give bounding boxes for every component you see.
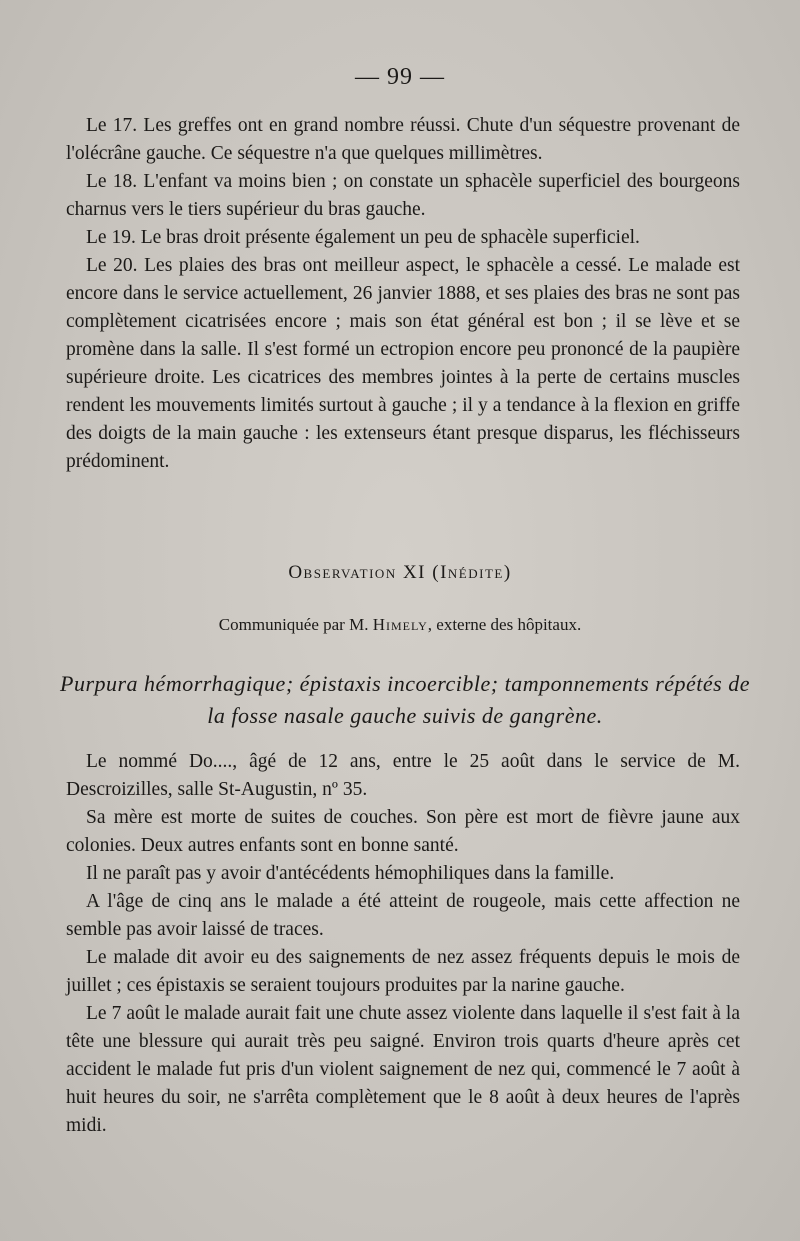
communication-prefix: Communiquée par M. [218,615,369,634]
paragraph-family: Sa mère est morte de suites de couches. Son père est mort de fièvre jaune aux colonies. Deux autres enfants sont en bonne santé. [66,807,740,856]
paragraph-fall: Le 7 août le malade aurait fait une chute assez violente dans laquelle il s'est fait à la tête une blessure qui aurait très peu saigné. Environ trois quarts d'heure après cet accident le malade fut pris d'un violent saignement de nez qui, commencé le 7 août à huit heures du soir, ne s'arrêta complètement que le 8 août à deux heures de l'après midi. [66,1003,740,1136]
page-number: — 99 — [355,64,445,90]
paragraph-hemophilia: Il ne paraît pas y avoir d'antécédents hémophiliques dans la famille. [86,863,615,884]
paragraph-day-20: Le 20. Les plaies des bras ont meilleur aspect, le sphacèle a cessé. Le malade est encore dans le service actuellement, 26 janvier 1888, et ses plaies des bras ne sont pas complètement cicatrisées encore ; mais son état général est bon ; il se lève et se promène dans la salle. Il s'est formé un ectropion encore peu prononcé de la paupière supérieure droite. Les cicatrices des membres jointes à la perte de certains muscles rendent les mouvements limités surtout à gauche ; il y a tendance à la flexion en griffe des doigts de la main gauche : les extenseurs étant presque disparus, les fléchisseurs prédominent. [66,255,740,472]
paragraph-admission: Le nommé Do...., âgé de 12 ans, entre le 25 août dans le service de M. Descroizilles, salle St-Augustin, nº 35. [66,751,740,800]
paragraph-day-19: Le 19. Le bras droit présente également un peu de sphacèle superficiel. [86,227,640,248]
communication-suffix: , externe des hôpitaux. [427,615,582,634]
case-title: Purpura hémorrhagique; épistaxis incoercible; tamponnements répétés de la fosse nasale gauche suivis de gangrène. [60,671,750,728]
top-text-block [66,112,740,476]
paragraph-day-17: Le 17. Les greffes ont en grand nombre réussi. Chute d'un séquestre provenant de l'olécrâne gauche. Ce séquestre n'a que quelques millimètres. [66,115,740,164]
paragraph-day-18: Le 18. L'enfant va moins bien ; on constate un sphacèle superficiel des bourgeons charnus vers le tiers supérieur du bras gauche. [66,171,740,220]
bottom-text-block [66,748,740,1140]
communicator-name: Himely [372,615,428,634]
paragraph-epistaxis: Le malade dit avoir eu des saignements de nez assez fréquents depuis le mois de juillet ; ces épistaxis se seraient toujours produites par la narine gauche. [66,947,740,996]
communication-line [0,615,800,635]
paragraph-measles: A l'âge de cinq ans le malade a été atteint de rougeole, mais cette affection ne semble pas avoir laissé de traces. [66,891,740,940]
observation-heading: Observation XI (Inédite) [288,562,512,583]
